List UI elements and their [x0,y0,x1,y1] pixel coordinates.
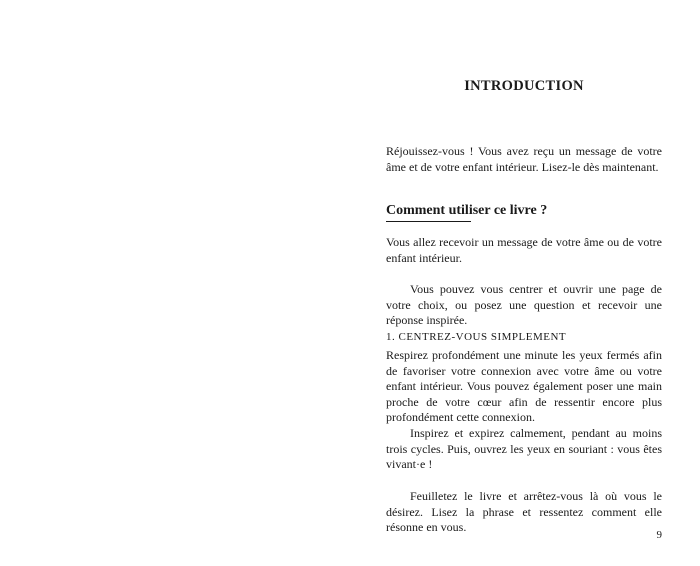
intro-paragraph: Réjouissez-vous ! Vous avez reçu un message de votre âme et de votre enfant intérieur. Lisez-le dès maintenant. [386,144,662,174]
page-number: 9 [656,529,662,541]
page-title: INTRODUCTION [464,78,584,94]
section-paragraph-1: Vous allez recevoir un message de votre âme ou de votre enfant intérieur. [386,235,662,265]
section-heading-underline [386,221,471,222]
section-heading: Comment utiliser ce livre ? [386,203,548,218]
step-1-title: 1. CENTREZ-VOUS SIMPLEMENT [386,331,567,343]
section-paragraph-2: Vous pouvez vous centrer et ouvrir une page de votre choix, ou posez une question et recevoir une réponse inspirée. [386,282,662,328]
step-1-paragraph-2: Inspirez et expirez calmement, pendant au moins trois cycles. Puis, ouvrez les yeux en souriant : vous êtes vivant·e ! [386,426,662,472]
closing-paragraph: Feuilletez le livre et arrêtez-vous là où vous le désirez. Lisez la phrase et ressentez comment elle résonne en vous. [386,489,662,535]
step-1-paragraph-1: Respirez profondément une minute les yeux fermés afin de favoriser votre connexion avec votre âme ou votre enfant intérieur. Vous pouvez également poser une main proche de votre cœur afin de ressentir encore plus profondément cette connexion. [386,348,662,425]
